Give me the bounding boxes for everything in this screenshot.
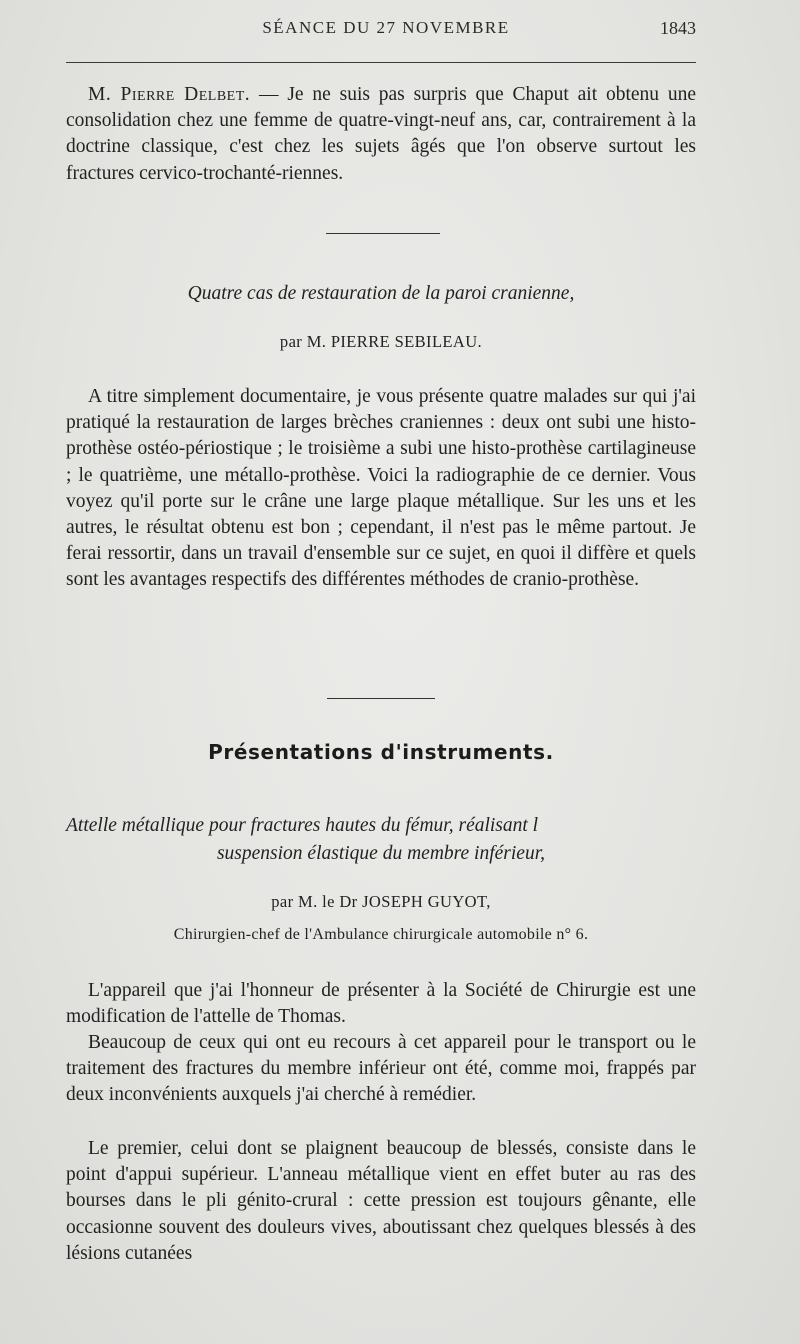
paragraph: Beaucoup de ceux qui ont eu recours à cet appareil pour le transport ou le traitement des fractures du membre inférieur ont été, comme moi, frappés par deux inconvénients auxquels j'ai cherché à remédier.	[66, 1032, 696, 1106]
sebileau-byline: par M. PIERRE SEBILEAU.	[279, 332, 483, 351]
delbet-text: Je ne suis pas surpris que Chaput ait obtenu une consolidation chez une femme de quatre-vingt-neuf ans, car, contrairement à la doctrine classique, c'est chez les sujets âgés que l'on observe surtout les fractures cervico-trochanté-riennes.	[66, 84, 696, 184]
paragraph: Le premier, celui dont se plaignent beaucoup de blessés, consiste dans le point d'appui supérieur. L'anneau métallique vient en effet buter au ras des bourses dans le pli génito-crural : cette pression est toujours gênante, elle occasionne souvent des douleurs vives, aboutissant chez quelques blessés à des lésions cutanées	[66, 1138, 696, 1264]
guyot-byline: par M. le Dr JOSEPH GUYOT,	[271, 892, 491, 911]
section-divider	[326, 233, 440, 234]
speaker-name: M. Pierre Delbet.	[88, 84, 251, 105]
delbet-remark	[66, 82, 696, 187]
page-number: 1843	[660, 18, 696, 38]
running-head	[58, 18, 714, 48]
paragraph: L'appareil que j'ai l'honneur de présenter à la Société de Chirurgie est une modification de l'attelle de Thomas.	[66, 980, 696, 1028]
header-rule	[66, 62, 696, 63]
sebileau-title: Quatre cas de restauration de la paroi cranienne,	[187, 283, 575, 304]
running-title: SÉANCE DU 27 NOVEMBRE	[262, 18, 510, 37]
instrument-title-line1: Attelle métallique pour fractures hautes du fémur, réalisant l	[66, 815, 539, 836]
guyot-affiliation: Chirurgien-chef de l'Ambulance chirurgicale automobile n° 6.	[173, 926, 589, 943]
section-divider	[327, 698, 435, 699]
speaker-dash: —	[250, 84, 288, 105]
instrument-title-line2: suspension élastique du membre inférieur,	[216, 843, 546, 864]
section-heading: Présentations d'instruments.	[208, 740, 554, 764]
sebileau-paragraph: A titre simplement documentaire, je vous présente quatre malades sur qui j'ai pratiqué la restauration de larges brèches craniennes : deux ont subi une histo-prothèse ostéo-périostique ; le troisième a subi une histo-prothèse cartilagineuse ; le quatrième, une métallo-prothèse. Voici la radiographie de ce dernier. Vous voyez qu'il porte sur le crâne une large plaque métallique. Sur les uns et les autres, le résultat obtenu est bon ; cependant, il n'est pas le même partout. Je ferai ressortir, dans un travail d'ensemble sur ce sujet, en quoi il diffère et quels sont les avantages respectifs des différentes méthodes de cranio-prothèse.	[66, 386, 696, 591]
